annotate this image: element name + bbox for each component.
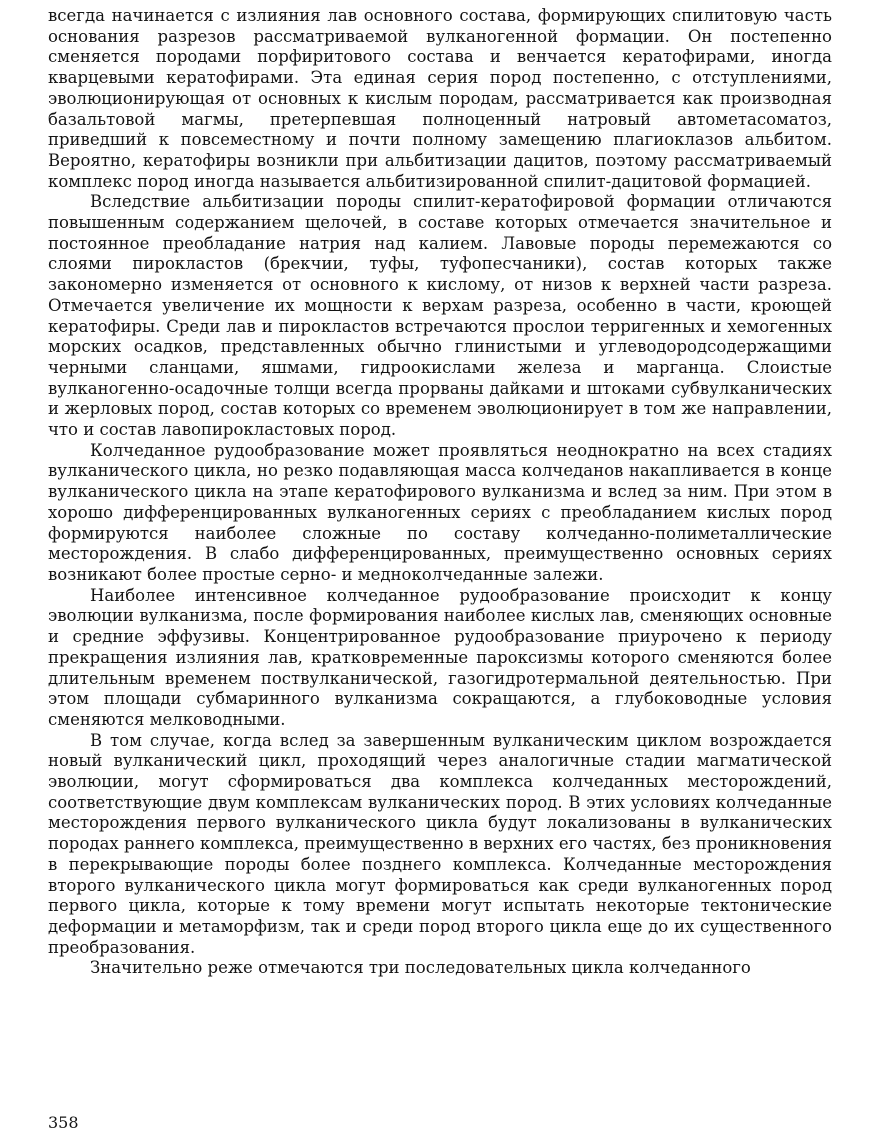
document-page — [48, 6, 832, 979]
paragraph-three-cycles: Значительно реже отмечаются три последовательных цикла колчеданного — [90, 958, 751, 978]
paragraph-ore-formation: Колчеданное рудообразование может проявляться неоднократно на всех стадиях вулканического цикла, но резко подавляющая масса колчеданов накапливается в конце вулканического цикла на этапе кератофирового вулканизма и вслед за ним. При этом в хорошо дифференцированных вулканогенных сериях с преобладанием кислых пород формируются наиболее сложные по составу колчеданно-полиметаллические месторождения. В слабо дифференцированных, преимущественно основных сериях возникают более простые серно- и медноколчеданные залежи. — [48, 440, 832, 584]
page-number: 358 — [48, 1113, 79, 1132]
paragraph-intensive-ore-formation: Наиболее интенсивное колчеданное рудообразование происходит к концу эволюции вулканизма, после формирования наиболее кислых лав, сменяющих основные и средние эффузивы. Концентрированное рудообразование приурочено к периоду прекращения излияния лав, кратковременные пароксизмы которого сменяются более длительным временем поствулканической, газогидротермальной деятельностью. При этом площади субмаринного вулканизма сокращаются, а глубоководные условия сменяются мелководными. — [48, 585, 832, 729]
paragraph-albitization: Вследствие альбитизации породы спилит-кератофировой формации отличаются повышенным содержанием щелочей, в составе которых отмечается значительное и постоянное преобладание натрия над калием. Лавовые породы перемежаются со слоями пирокластов (брекчии, туфы, туфопесчаники), состав которых также закономерно изменяется от основного к кислому, от низов к верхней части разреза. Отмечается увеличение их мощности к верхам разреза, особенно в части, кроющей кератофиры. Среди лав и пирокластов встречаются прослои терригенных и хемогенных морских осадков, представленных обычно глинистыми и углеводородсодержащими черными сланцами, яшмами, гидроокислами железа и марганца. Слоистые вулканогенно-осадочные толщи всегда прорваны дайками и штоками субвулканических и жерловых пород, состав которых со временем эволюционирует в том же направлении, что и состав лавопирокластовых пород. — [48, 192, 832, 440]
paragraph-new-volcanic-cycle: В том случае, когда вслед за завершенным вулканическим циклом возрождается новый вулканический цикл, проходящий через аналогичные стадии магматической эволюции, могут сформироваться два комплекса колчеданных месторождений, соответствующие двум комплексам вулканических пород. В этих условиях колчеданные месторождения первого вулканического цикла будут локализованы в вулканических породах раннего комплекса, преимущественно в верхних его частях, без проникновения в перекрывающие породы более позднего комплекса. Колчеданные месторождения второго вулканического цикла могут формироваться как среди вулканогенных пород первого цикла, которые к тому времени могут испытать некоторые тектонические деформации и метаморфизм, так и среди пород второго цикла еще до их существенного преобразования. — [48, 730, 832, 957]
paragraph-continuation: всегда начинается с излияния лав основного состава, формирующих спилитовую часть основания разрезов рассматриваемой вулканогенной формации. Он постепенно сменяется породами порфиритового состава и венчается кератофирами, иногда кварцевыми кератофирами. Эта единая серия пород постепенно, с отступлениями, эволюционирующая от основных к кислым породам, рассматривается как производная базальтовой магмы, претерпевшая полноценный натровый автометасоматоз, приведший к повсеместному и почти полному замещению плагиоклазов альбитом. Вероятно, кератофиры возникли при альбитизации дацитов, поэтому рассматриваемый комплекс пород иногда называется альбитизированной спилит-дацитовой формацией. — [48, 6, 832, 191]
